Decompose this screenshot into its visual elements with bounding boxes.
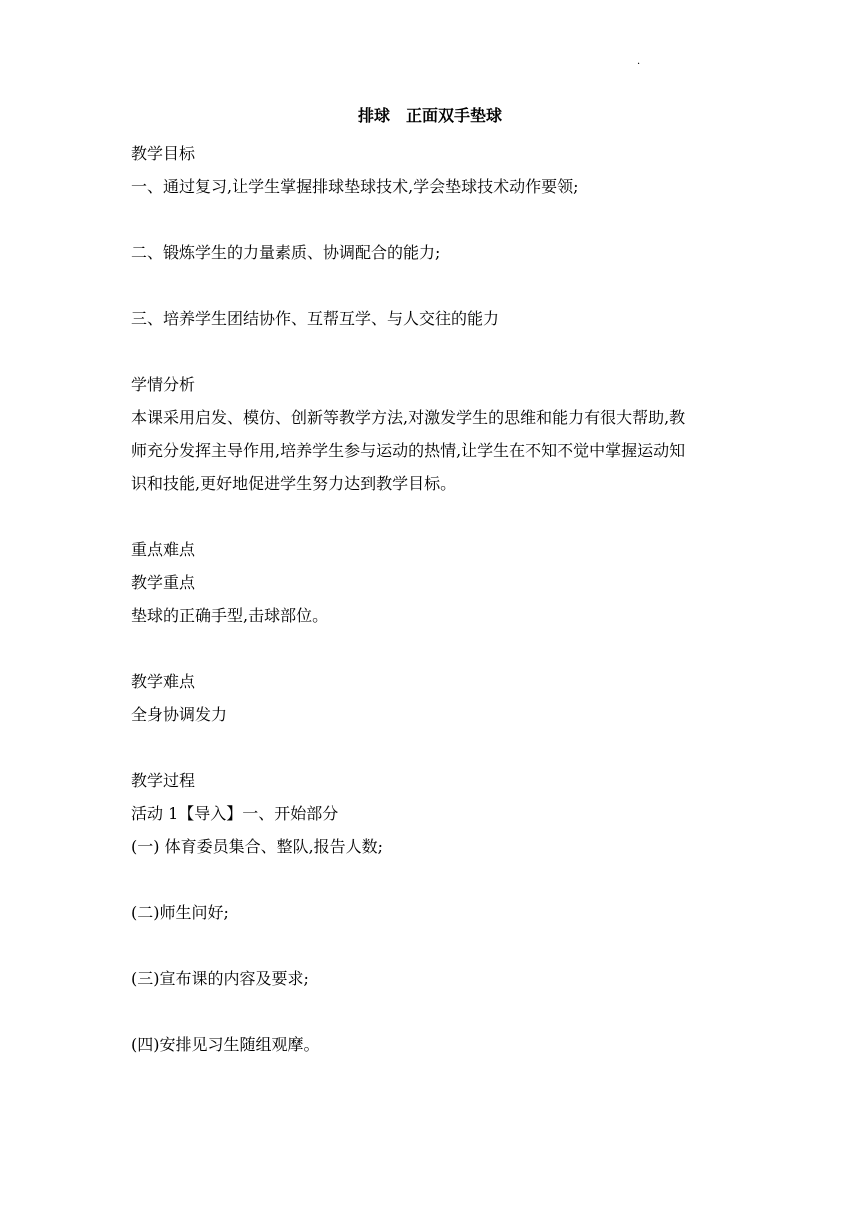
process-step-1: (一) 体育委员集合、整队,报告人数; [131,837,384,856]
process-heading: 教学过程 [131,771,196,790]
difficulty-heading: 教学难点 [131,672,196,691]
key-text: 垫球的正确手型,击球部位。 [131,606,329,625]
objectives-heading: 教学目标 [131,144,196,163]
blank-line [131,863,743,896]
key-heading: 教学重点 [131,573,196,592]
blank-line [131,995,743,1028]
process-step-4: (四)安排见习生随组观摩。 [131,1035,320,1054]
header-mark: · [637,59,641,70]
process-step-2: (二)师生问好; [131,903,229,922]
blank-line [131,335,743,368]
document-title: 排球 正面双手垫球 [357,106,502,125]
analysis-heading: 学情分析 [131,375,196,394]
analysis-line-3: 识和技能,更好地促进学生努力达到教学目标。 [131,474,457,493]
objective-item-2: 二、锻炼学生的力量素质、协调配合的能力; [131,243,441,262]
objective-item-1: 一、通过复习,让学生掌握排球垫球技术,学会垫球技术动作要领; [131,177,579,196]
objective-item-3: 三、培养学生团结协作、互帮互学、与人交往的能力 [131,309,500,328]
blank-line [131,731,743,764]
blank-line [131,632,743,665]
analysis-line-2: 师充分发挥主导作用,培养学生参与运动的热情,让学生在不知不觉中掌握运动知 [131,441,686,460]
blank-line [131,500,743,533]
process-step-3: (三)宣布课的内容及要求; [131,969,309,988]
document-body [131,137,743,1061]
key-points-heading: 重点难点 [131,540,196,559]
blank-line [131,203,743,236]
activity-line: 活动 1【导入】一、开始部分 [131,804,339,823]
blank-line [131,929,743,962]
blank-line [131,269,743,302]
difficulty-text: 全身协调发力 [131,705,228,724]
analysis-line-1: 本课采用启发、模仿、创新等教学方法,对激发学生的思维和能力有很大帮助,教 [131,408,686,427]
